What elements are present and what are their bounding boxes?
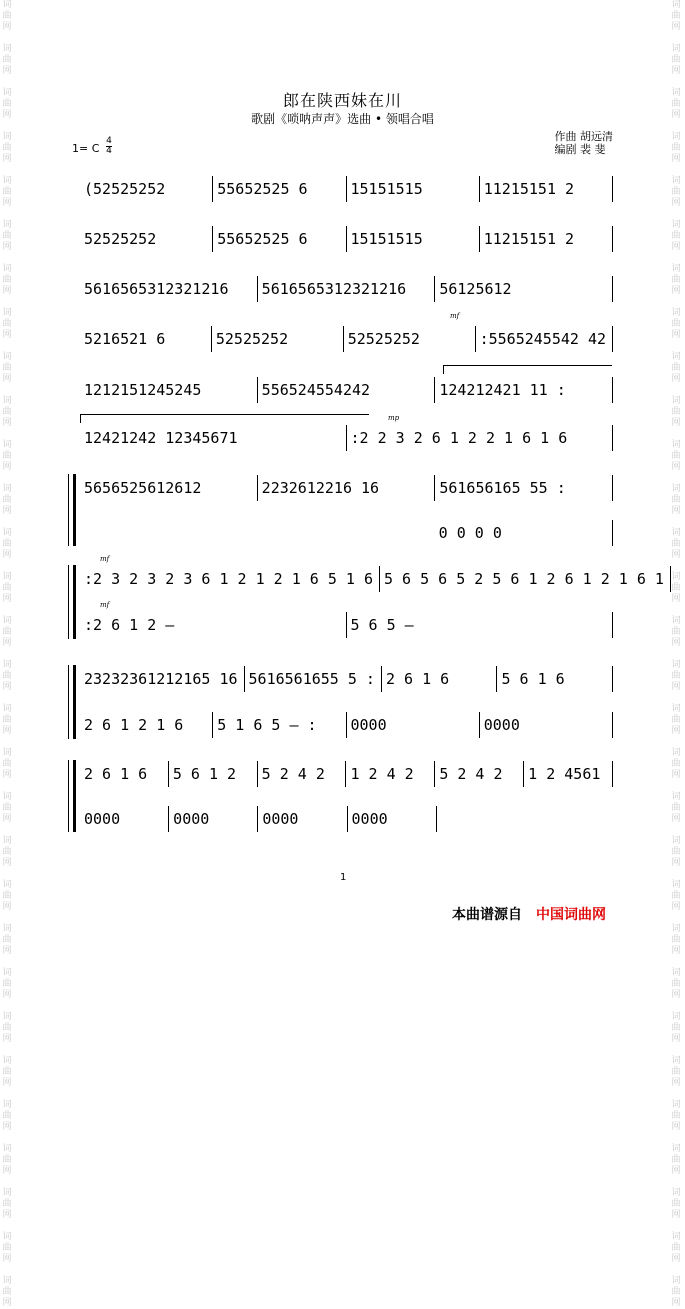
measure — [80, 712, 213, 738]
staff-brace-1 — [68, 474, 76, 546]
measure — [80, 176, 213, 202]
dynamic-mp: mp — [388, 414, 400, 422]
watermark-right: 词 曲 网 词 曲 网 词 曲 网 词 曲 网 词 曲 网 词 曲 网 词 曲 网 词 曲 网 词 曲 网 词 曲 网 词 曲 网 词 曲 网 词 曲 网 词 曲 网 词 曲 网 词 曲 网 词 曲 网 词 曲 网 词 曲 网 词 曲 网 词 曲 网 词 曲 网 词 曲 网 词 曲 网 词 曲 网 词 曲 网 词 曲 网 词 曲 网 词 曲 网 词 曲 网 — [671, 0, 681, 1308]
staff-brace-2 — [68, 565, 76, 639]
measure-notes: 0000 — [84, 810, 121, 828]
composer-credit: 作曲 胡远清 — [554, 130, 613, 143]
score-row — [80, 226, 613, 252]
measure — [435, 761, 524, 787]
measure — [480, 176, 613, 202]
measure-notes: :2 2 3 2 6 1 2 2 1 6 1 6 — [350, 429, 568, 447]
measure — [348, 806, 437, 832]
measure-notes: 5616565312321216 — [261, 280, 407, 298]
measure-notes: 0000 — [483, 716, 520, 734]
time-signature: 4 4 — [106, 136, 112, 156]
measure-notes: 12421242 12345671 — [84, 429, 238, 447]
measure-notes: 15151515 — [350, 180, 423, 198]
source-line — [452, 904, 606, 924]
measure — [258, 761, 347, 787]
measure-notes: 11215151 2 — [483, 230, 575, 248]
measure — [80, 566, 380, 592]
measure-notes: 0000 — [262, 810, 299, 828]
measure — [497, 666, 613, 692]
score-row — [80, 475, 613, 501]
page-number: 1 — [340, 872, 347, 883]
watermark-left: 词 曲 网 词 曲 网 词 曲 网 词 曲 网 词 曲 网 词 曲 网 词 曲 网 词 曲 网 词 曲 网 词 曲 网 词 曲 网 词 曲 网 词 曲 网 词 曲 网 词 曲 网 词 曲 网 词 曲 网 词 曲 网 词 曲 网 词 曲 网 词 曲 网 词 曲 网 词 曲 网 词 曲 网 词 曲 网 词 曲 网 词 曲 网 词 曲 网 词 曲 网 词 曲 网 — [2, 0, 12, 1308]
measure — [258, 475, 436, 501]
measure — [257, 520, 434, 546]
measure-notes: 56125612 — [439, 280, 512, 298]
measure — [524, 761, 613, 787]
source-brand[interactable]: 中国词曲网 — [536, 907, 606, 923]
score-row — [80, 425, 613, 451]
measure — [212, 326, 344, 352]
arranger-credit: 编剧 裴 斐 — [554, 143, 606, 156]
measure — [80, 326, 212, 352]
score-row — [80, 566, 664, 592]
measure — [80, 666, 245, 692]
measure-notes: 52525252 — [347, 330, 420, 348]
measure-notes: 1 2 4561 — [528, 765, 601, 783]
measure — [80, 761, 169, 787]
measure-notes: 5 2 4 2 — [439, 765, 503, 783]
measure-notes: 52525252 — [215, 330, 289, 348]
measure-notes: 124212421 11 : — [439, 381, 566, 399]
measure — [258, 377, 436, 403]
measure — [347, 425, 614, 451]
score-row — [80, 176, 613, 202]
measure-notes: 1212151245245 — [84, 381, 202, 399]
measure — [258, 276, 436, 302]
dynamic-mf-upper: mf — [100, 555, 110, 563]
score-row — [80, 806, 613, 832]
measure-notes: 5616561655 5 : — [248, 670, 375, 688]
measure-notes: 1 2 4 2 — [350, 765, 414, 783]
measure — [435, 475, 613, 501]
measure-notes: 55652525 6 — [217, 230, 308, 248]
score-row — [80, 612, 613, 638]
measure — [80, 276, 258, 302]
measure-notes: 52525252 — [84, 230, 157, 248]
measure — [435, 520, 613, 546]
measure-notes: 15151515 — [350, 230, 423, 248]
score-row — [80, 520, 613, 546]
measure-notes: 5 1 6 5 — : — [217, 716, 317, 734]
measure — [346, 761, 435, 787]
measure-notes: 2 6 1 2 1 6 — [84, 716, 184, 734]
measure — [476, 326, 613, 352]
measure — [213, 226, 346, 252]
measure — [80, 475, 258, 501]
measure-notes: 5 2 4 2 — [261, 765, 325, 783]
score-row — [80, 761, 613, 787]
dynamic-mf-lower: mf — [100, 601, 110, 609]
measure — [347, 226, 480, 252]
measure-notes: 0000 — [351, 810, 388, 828]
measure — [169, 806, 258, 832]
measure — [80, 425, 347, 451]
measure-notes: :2 3 2 3 2 3 6 1 2 1 2 1 6 5 1 6 — [84, 570, 373, 588]
measure-notes: 2 6 1 6 — [385, 670, 450, 688]
score-row — [80, 377, 613, 403]
measure-notes: 5 6 1 2 — [172, 765, 237, 783]
score-row — [80, 276, 613, 302]
score-row — [80, 326, 613, 352]
measure — [258, 806, 347, 832]
measure — [213, 176, 346, 202]
volta-bracket-1 — [443, 365, 612, 374]
measure — [480, 226, 613, 252]
source-label: 本曲谱源自 — [452, 907, 522, 923]
measure — [435, 377, 613, 403]
measure-notes: 561656165 55 : — [439, 479, 566, 497]
measure-notes: 5616565312321216 — [84, 280, 229, 298]
song-title: 郎在陕西妹在川 — [282, 91, 402, 110]
measure-notes: 5 6 5 6 5 2 5 6 1 2 6 1 2 1 6 1 — [383, 570, 664, 588]
staff-brace-3 — [68, 665, 76, 739]
measure-notes: 5 6 5 — — [350, 616, 414, 634]
measure — [382, 666, 498, 692]
measure-notes: 0000 — [350, 716, 387, 734]
measure-notes: (52525252 — [84, 180, 166, 198]
measure-notes: 2232612216 16 — [261, 479, 380, 497]
measure-notes: :5565245542 42 — [479, 330, 607, 348]
measure — [437, 806, 525, 832]
measure — [480, 712, 613, 738]
measure-notes: 5 6 1 6 — [501, 670, 565, 688]
measure — [347, 612, 614, 638]
measure — [245, 666, 382, 692]
measure — [169, 761, 258, 787]
measure — [80, 806, 169, 832]
volta-bracket-2 — [80, 414, 369, 423]
dynamic-mf: mf — [450, 312, 460, 320]
measure — [435, 276, 613, 302]
song-subtitle: 歌剧《唢呐声声》选曲 • 领唱合唱 — [251, 112, 434, 126]
measure — [213, 712, 346, 738]
measure-notes: 23232361212165 16 — [84, 670, 238, 688]
score-row — [80, 712, 613, 738]
credits — [555, 130, 614, 156]
measure — [347, 176, 480, 202]
measure — [80, 226, 213, 252]
key-signature: 1= C — [72, 142, 100, 155]
measure-notes: 55652525 6 — [217, 180, 308, 198]
measure-notes: :2 6 1 2 — — [84, 616, 175, 634]
measure-notes: 5656525612612 — [84, 479, 202, 497]
measure-notes: 11215151 2 — [483, 180, 575, 198]
measure — [347, 712, 480, 738]
measure-notes: 0000 — [173, 810, 210, 828]
measure — [344, 326, 476, 352]
measure-notes: 556524554242 — [261, 381, 371, 399]
measure-notes: 2 6 1 6 — [84, 765, 148, 783]
measure-notes: 0 0 0 0 — [438, 524, 502, 542]
measure — [80, 377, 258, 403]
staff-brace-4 — [68, 760, 76, 832]
score-row — [80, 666, 613, 692]
measure — [525, 806, 613, 832]
measure — [80, 612, 347, 638]
measure — [380, 566, 671, 592]
measure-notes: 5216521 6 — [84, 330, 166, 348]
measure — [80, 520, 257, 546]
